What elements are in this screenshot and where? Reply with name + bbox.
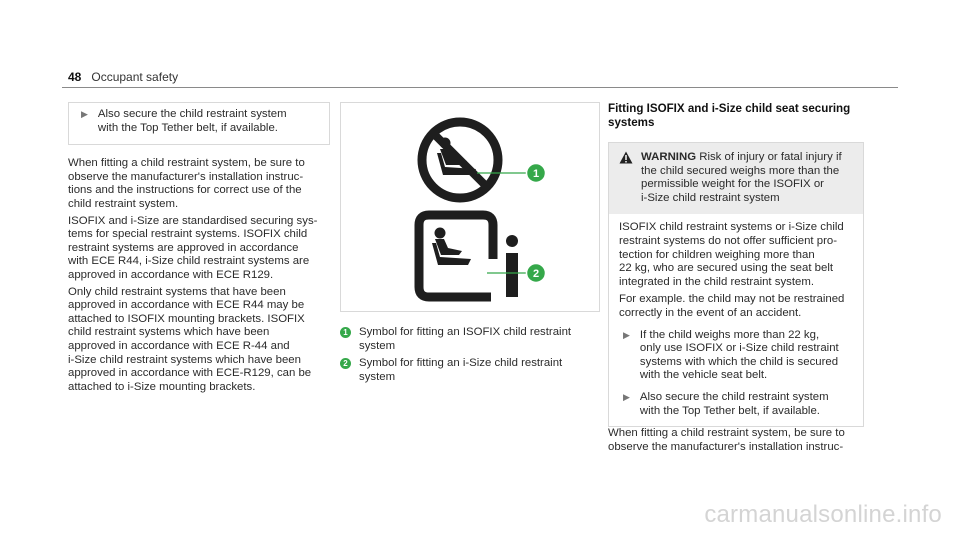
svg-text:1: 1 — [532, 168, 540, 180]
warning-body — [609, 214, 863, 426]
child-seat-symbols-figure — [340, 102, 600, 312]
legend-item: 1 Symbol for fitting an ISOFIX child restraint system — [340, 326, 600, 353]
number-badge-icon: 2 — [340, 358, 351, 369]
section-heading: Fitting ISOFIX and i-Size child seat securing systems — [608, 102, 851, 129]
callout-2 — [527, 264, 546, 283]
paragraph: Only child restraint systems that have been approved in accordance with ECE R44 may be attached to ISOFIX mounting brackets. ISOFIX child restraint systems which have been approved in accordance with ECE R-44 and i-Size child restraint systems which have been approved in accordance with ECE-R129, can be attached to i-Size mounting brackets. — [68, 285, 312, 393]
arrow-bullet-icon: ▶ — [623, 391, 630, 402]
bullet-item: ▶ Also secure the child restraint system with the Top Tether belt, if available. — [619, 391, 853, 418]
left-column — [68, 102, 326, 397]
number-badge-icon: 1 — [340, 327, 351, 338]
bullet-item: ▶ If the child weighs more than 22 kg, only use ISOFIX or i-Size child restraint systems with which the child is secured with the vehicle seat belt. — [619, 329, 853, 383]
warning-label: WARNING — [641, 151, 697, 163]
i-size-symbol-icon — [419, 215, 518, 297]
paragraph: ISOFIX child restraint systems or i-Size child restraint systems do not offer sufficient pro- tection for children weighing more than 22 kg, who are secured using the seat belt integrated in the child restraint system. — [619, 221, 844, 288]
figure-graphic — [341, 103, 599, 311]
svg-text:2: 2 — [532, 268, 540, 280]
arrow-bullet-icon: ▶ — [81, 109, 88, 119]
paragraph: ISOFIX and i-Size are standardised securing sys- tems for special restraint systems. ISOFIX child restraint systems are approved in accordance with ECE R44, i-Size child restraint systems are approved in accordance with ECE R129. — [68, 214, 318, 281]
figure-legend — [340, 326, 600, 384]
watermark: carmanualsonline.info — [704, 501, 942, 528]
warning-header: WARNING Risk of injury or fatal injury if the child secured weighs more than the permissible weight for the ISOFIX or i-Size child restraint system — [609, 143, 863, 214]
page-header — [68, 70, 178, 84]
middle-column — [340, 102, 600, 388]
section-title: Occupant safety — [91, 70, 179, 84]
page-number: 48 — [68, 70, 82, 84]
paragraph: When fitting a child restraint system, be sure to observe the manufacturer's installation instruc- — [608, 427, 845, 453]
isofix-symbol-icon — [422, 122, 498, 198]
header-divider — [62, 87, 898, 88]
legend-item: 2 Symbol for fitting an i-Size child restraint system — [340, 357, 600, 384]
right-column — [608, 102, 866, 457]
arrow-bullet-icon: ▶ — [623, 329, 630, 340]
warning-triangle-icon — [619, 151, 633, 164]
callout-1 — [527, 164, 546, 183]
tip-box — [68, 102, 330, 145]
bullet-item: ▶ Also secure the child restraint system with the Top Tether belt, if available. — [77, 108, 321, 135]
warning-box — [608, 142, 864, 427]
paragraph: When fitting a child restraint system, be sure to observe the manufacturer's installation instruc- tions and the instructions for correct use of the child restraint system. — [68, 157, 305, 210]
paragraph: For example. the child may not be restrained correctly in the event of an accident. — [619, 293, 845, 319]
